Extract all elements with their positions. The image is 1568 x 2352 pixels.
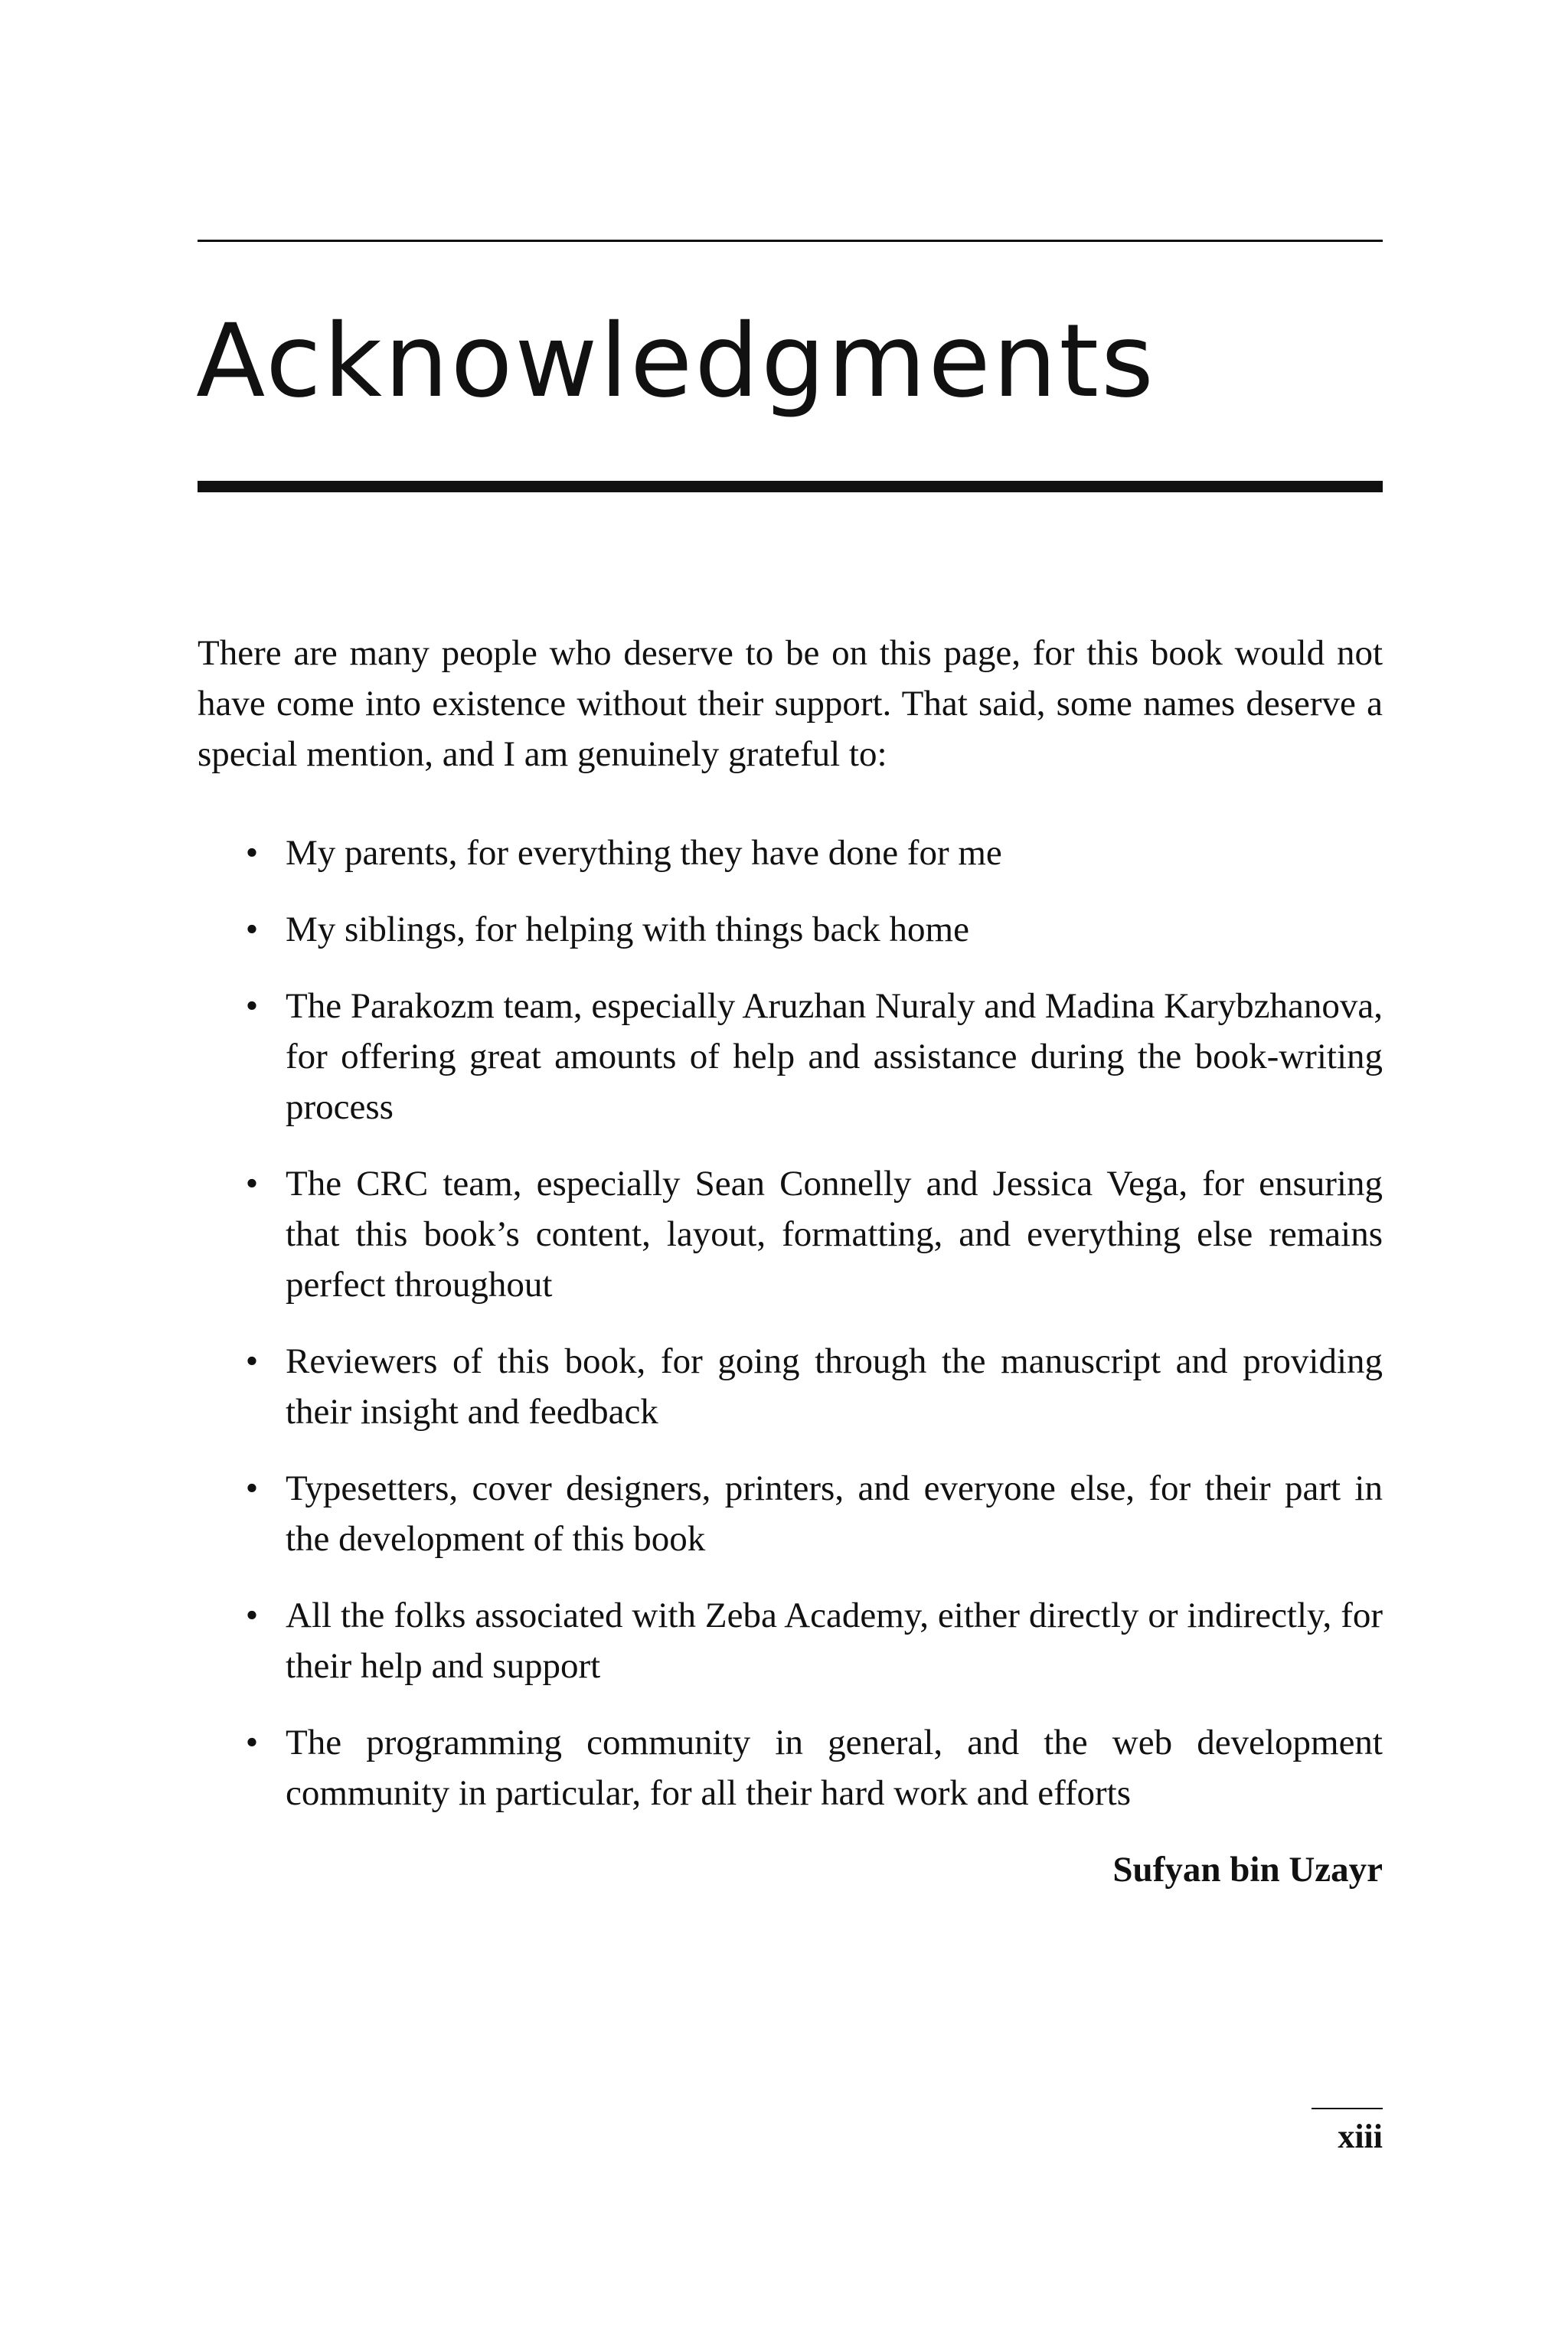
top-rule bbox=[198, 240, 1383, 242]
bullet-icon: • bbox=[245, 1596, 259, 1635]
list-item-text: Reviewers of this book, for going through the manuscript and providing their insight and feedback bbox=[286, 1341, 1383, 1432]
list-item-text: Typesetters, cover designers, printers, and everyone else, for their part in the development of this book bbox=[286, 1468, 1383, 1559]
author-signature: Sufyan bin Uzayr bbox=[1112, 1850, 1383, 1890]
list-item bbox=[198, 1717, 1383, 1818]
list-item-text: The programming community in general, and the web development community in particular, for all their hard work and efforts bbox=[286, 1723, 1383, 1813]
list-item-text: My parents, for everything they have done for me bbox=[286, 833, 1002, 873]
page-number: xiii bbox=[1338, 2118, 1383, 2155]
list-item-text: The CRC team, especially Sean Connelly and Jessica Vega, for ensuring that this book’s content, layout, formatting, and everything else remains perfect throughout bbox=[286, 1164, 1383, 1305]
bullet-icon: • bbox=[245, 910, 259, 949]
list-item bbox=[198, 1158, 1383, 1310]
list-item-text: All the folks associated with Zeba Academy, either directly or indirectly, for their help and support bbox=[286, 1596, 1383, 1686]
list-item bbox=[198, 1463, 1383, 1564]
list-item-text: The Parakozm team, especially Aruzhan Nuraly and Madina Karybzhanova, for offering great amounts of help and assistance during the book-writing process bbox=[286, 986, 1383, 1127]
bullet-icon: • bbox=[245, 833, 259, 873]
body-text bbox=[198, 628, 1383, 1895]
list-item bbox=[198, 981, 1383, 1132]
intro-paragraph: There are many people who deserve to be on this page, for this book would not have come into existence without their support. That said, some names deserve a special mention, and I am genuinely grateful to: bbox=[198, 633, 1383, 774]
bullet-icon: • bbox=[245, 986, 259, 1026]
list-item bbox=[198, 828, 1383, 878]
bullet-icon: • bbox=[245, 1468, 259, 1508]
bullet-icon: • bbox=[245, 1341, 259, 1381]
bullet-icon: • bbox=[245, 1723, 259, 1762]
list-item bbox=[198, 1336, 1383, 1437]
list-item bbox=[198, 904, 1383, 955]
list-item bbox=[198, 1590, 1383, 1691]
acknowledgments-list bbox=[198, 828, 1383, 1818]
page-number-rule bbox=[1312, 2108, 1383, 2109]
title-underline-rule bbox=[198, 481, 1383, 492]
list-item-text: My siblings, for helping with things back home bbox=[286, 910, 969, 949]
chapter-title: Acknowledgments bbox=[196, 302, 1156, 420]
bullet-icon: • bbox=[245, 1164, 259, 1204]
